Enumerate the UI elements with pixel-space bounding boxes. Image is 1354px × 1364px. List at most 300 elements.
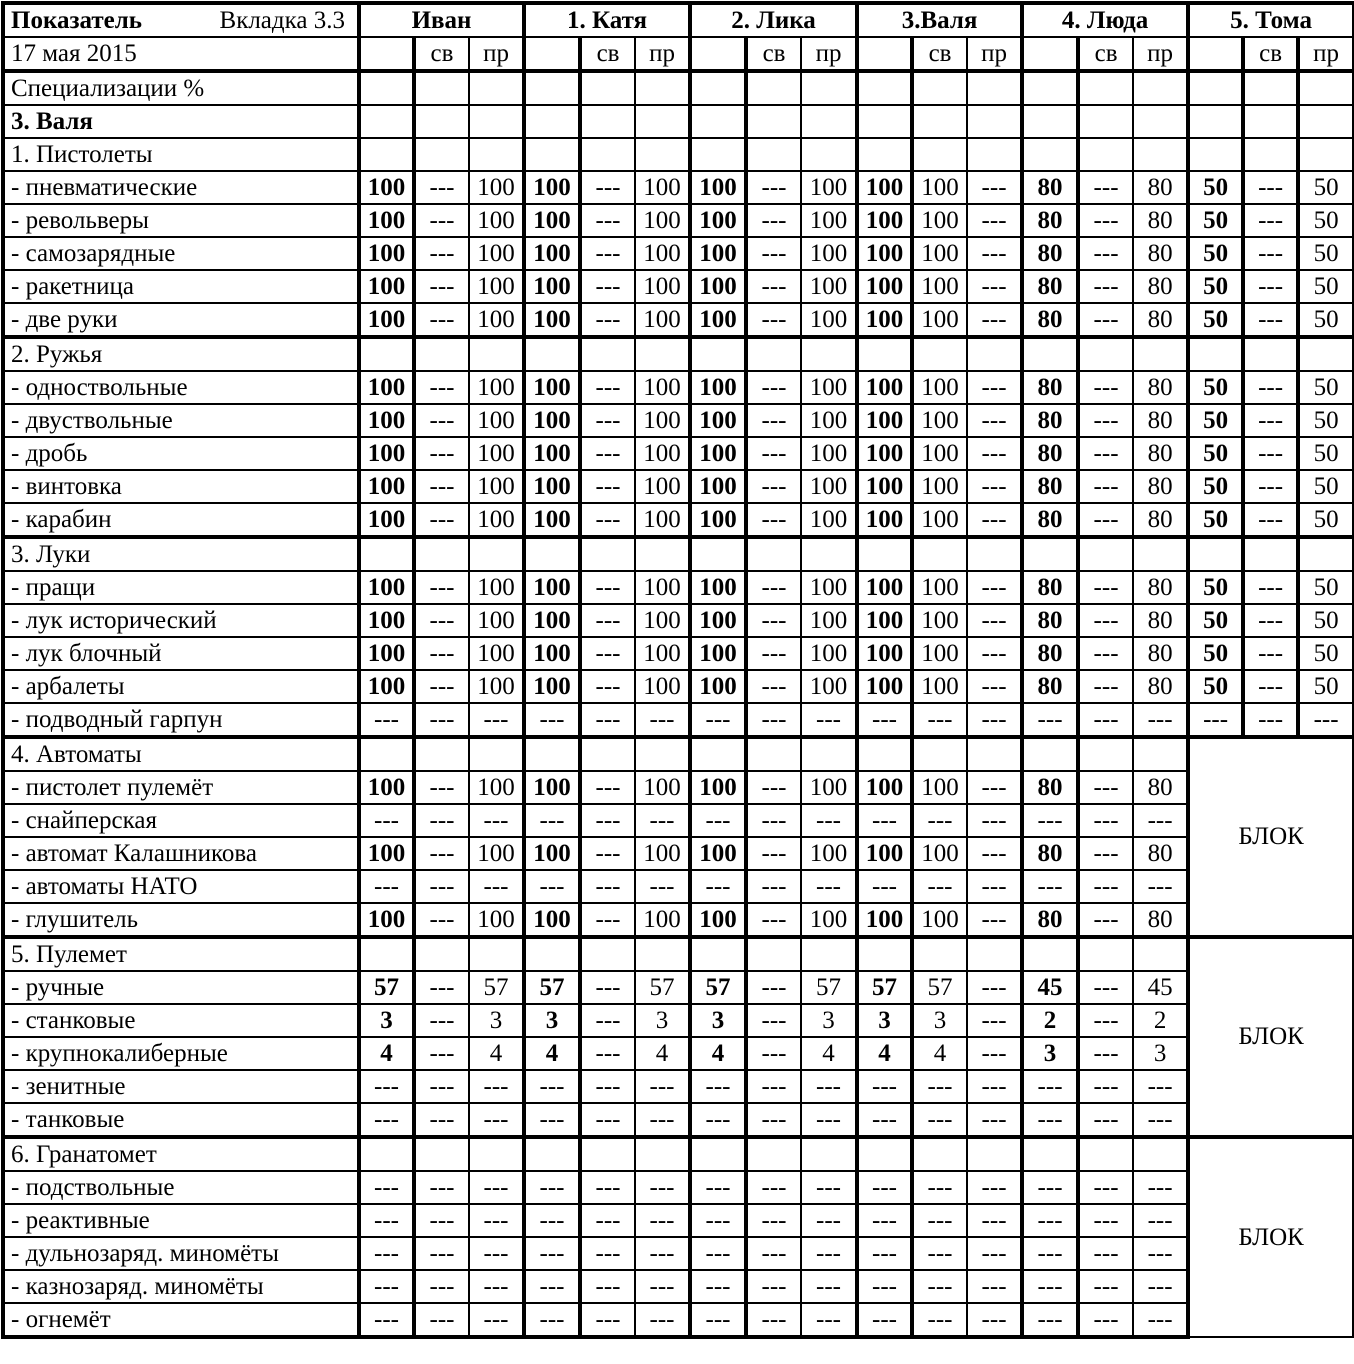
value-cell: --- <box>524 1103 580 1137</box>
value-cell: --- <box>967 1004 1022 1037</box>
value-cell: 100 <box>359 637 414 670</box>
value-cell: 100 <box>359 204 414 237</box>
table-row <box>3 971 1354 1004</box>
empty-cell <box>524 138 580 171</box>
sub-header-total <box>524 37 580 71</box>
value-cell: --- <box>746 837 801 870</box>
value-cell: 100 <box>469 470 524 503</box>
empty-cell <box>912 537 967 571</box>
sub-header-pr: пр <box>1298 37 1354 71</box>
empty-cell <box>801 138 857 171</box>
value-cell: 50 <box>1298 303 1354 337</box>
empty-cell <box>1022 337 1078 371</box>
value-cell: --- <box>635 1070 690 1103</box>
value-cell: --- <box>524 703 580 737</box>
value-cell: --- <box>967 503 1022 537</box>
value-cell: --- <box>746 270 801 303</box>
empty-cell <box>801 337 857 371</box>
section-title: 3. Луки <box>3 537 359 571</box>
value-cell: 100 <box>912 371 967 404</box>
value-cell: --- <box>1133 1237 1188 1270</box>
value-cell: 3 <box>1133 1037 1188 1070</box>
value-cell: 80 <box>1133 637 1188 670</box>
row-label: - пращи <box>3 571 359 604</box>
value-cell: --- <box>359 1171 414 1204</box>
row-label: - крупнокалиберные <box>3 1037 359 1070</box>
empty-cell <box>1133 138 1188 171</box>
value-cell: 50 <box>1298 237 1354 270</box>
empty-cell <box>912 737 967 771</box>
empty-cell <box>1133 1137 1188 1171</box>
value-cell: 80 <box>1022 303 1078 337</box>
value-cell: --- <box>1298 703 1354 737</box>
table-row <box>3 171 1354 204</box>
value-cell: 100 <box>524 503 580 537</box>
value-cell: 100 <box>801 571 857 604</box>
value-cell: 4 <box>524 1037 580 1070</box>
empty-cell <box>414 537 469 571</box>
value-cell: --- <box>414 703 469 737</box>
table-row <box>3 670 1354 703</box>
value-cell: --- <box>1078 1204 1133 1237</box>
specializations-table <box>1 1 1354 1339</box>
value-cell: --- <box>580 804 635 837</box>
empty-cell <box>1022 937 1078 971</box>
empty-cell <box>580 537 635 571</box>
value-cell: 100 <box>690 771 746 804</box>
value-cell: --- <box>414 204 469 237</box>
value-cell: 4 <box>912 1037 967 1070</box>
value-cell: 80 <box>1022 204 1078 237</box>
value-cell: 100 <box>690 604 746 637</box>
empty-cell <box>414 737 469 771</box>
row-label: - лук исторический <box>3 604 359 637</box>
value-cell: 80 <box>1022 571 1078 604</box>
value-cell: --- <box>1243 571 1298 604</box>
value-cell: --- <box>469 1303 524 1337</box>
value-cell: 3 <box>1022 1037 1078 1070</box>
value-cell: --- <box>1078 637 1133 670</box>
empty-cell <box>967 737 1022 771</box>
value-cell: 100 <box>857 637 912 670</box>
value-cell: --- <box>801 870 857 903</box>
value-cell: --- <box>746 470 801 503</box>
value-cell: 100 <box>359 371 414 404</box>
value-cell: --- <box>1078 470 1133 503</box>
value-cell: 100 <box>912 670 967 703</box>
value-cell: --- <box>1078 604 1133 637</box>
value-cell: --- <box>857 1204 912 1237</box>
value-cell: 100 <box>635 470 690 503</box>
value-cell: 45 <box>1133 971 1188 1004</box>
empty-cell <box>912 337 967 371</box>
row-label: - автоматы НАТО <box>3 870 359 903</box>
value-cell: 100 <box>690 237 746 270</box>
value-cell: --- <box>912 1270 967 1303</box>
value-cell: --- <box>414 1171 469 1204</box>
value-cell: --- <box>359 1303 414 1337</box>
value-cell: --- <box>801 1204 857 1237</box>
value-cell: --- <box>746 670 801 703</box>
empty-cell <box>967 1137 1022 1171</box>
value-cell: 100 <box>690 270 746 303</box>
date-label: 17 мая 2015 <box>3 37 359 71</box>
value-cell: --- <box>580 637 635 670</box>
value-cell: 80 <box>1133 237 1188 270</box>
value-cell: --- <box>746 1037 801 1070</box>
value-cell: 4 <box>635 1037 690 1070</box>
value-cell: --- <box>967 470 1022 503</box>
row-label: - ручные <box>3 971 359 1004</box>
value-cell: --- <box>967 903 1022 937</box>
value-cell: 100 <box>469 637 524 670</box>
value-cell: --- <box>1243 237 1298 270</box>
empty-cell <box>1133 337 1188 371</box>
value-cell: 100 <box>801 903 857 937</box>
empty-cell <box>967 537 1022 571</box>
table-row <box>3 437 1354 470</box>
value-cell: 80 <box>1133 837 1188 870</box>
value-cell: --- <box>469 1237 524 1270</box>
value-cell: 4 <box>690 1037 746 1070</box>
row-label: - автомат Калашникова <box>3 837 359 870</box>
value-cell: 50 <box>1188 571 1243 604</box>
value-cell: --- <box>469 804 524 837</box>
value-cell: --- <box>801 1237 857 1270</box>
value-cell: 100 <box>469 571 524 604</box>
empty-cell <box>359 337 414 371</box>
value-cell: 2 <box>1022 1004 1078 1037</box>
value-cell: 3 <box>524 1004 580 1037</box>
value-cell: 50 <box>1188 470 1243 503</box>
empty-cell <box>912 138 967 171</box>
value-cell: 100 <box>857 437 912 470</box>
value-cell: --- <box>1243 171 1298 204</box>
value-cell: 80 <box>1133 303 1188 337</box>
value-cell: 50 <box>1188 637 1243 670</box>
value-cell: 100 <box>469 404 524 437</box>
empty-cell <box>580 138 635 171</box>
value-cell: --- <box>580 604 635 637</box>
value-cell: --- <box>580 971 635 1004</box>
value-cell: 3 <box>857 1004 912 1037</box>
value-cell: --- <box>580 404 635 437</box>
value-cell: --- <box>1078 837 1133 870</box>
empty-cell <box>1243 138 1298 171</box>
value-cell: --- <box>1078 771 1133 804</box>
value-cell: 100 <box>912 404 967 437</box>
value-cell: 100 <box>912 903 967 937</box>
value-cell: 50 <box>1298 604 1354 637</box>
empty-cell <box>359 138 414 171</box>
person-header-lika: 2. Лика <box>690 3 857 37</box>
value-cell: --- <box>967 237 1022 270</box>
value-cell: --- <box>524 1070 580 1103</box>
value-cell: 50 <box>1298 371 1354 404</box>
tab-label: Вкладка 3.3 <box>219 6 345 34</box>
value-cell: --- <box>967 437 1022 470</box>
table-row <box>3 1303 1354 1337</box>
empty-cell <box>801 937 857 971</box>
value-cell: 57 <box>635 971 690 1004</box>
table-row <box>3 571 1354 604</box>
value-cell: --- <box>746 171 801 204</box>
specializations-title: Специализации % <box>3 71 359 105</box>
value-cell: --- <box>1078 237 1133 270</box>
row-label: - казнозаряд. миномёты <box>3 1270 359 1303</box>
value-cell: --- <box>967 771 1022 804</box>
value-cell: --- <box>967 703 1022 737</box>
empty-cell <box>359 937 414 971</box>
empty-cell <box>1133 537 1188 571</box>
value-cell: 57 <box>801 971 857 1004</box>
value-cell: 100 <box>635 404 690 437</box>
value-cell: 100 <box>524 571 580 604</box>
value-cell: 100 <box>912 837 967 870</box>
value-cell: --- <box>580 470 635 503</box>
value-cell: --- <box>746 1303 801 1337</box>
empty-cell <box>635 537 690 571</box>
value-cell: --- <box>359 1204 414 1237</box>
empty-cell <box>1133 937 1188 971</box>
value-cell: --- <box>414 371 469 404</box>
table-row <box>3 637 1354 670</box>
table-row <box>3 804 1354 837</box>
empty-cell <box>635 337 690 371</box>
value-cell: --- <box>967 637 1022 670</box>
value-cell: --- <box>414 237 469 270</box>
value-cell: 80 <box>1133 404 1188 437</box>
value-cell: 80 <box>1022 903 1078 937</box>
value-cell: --- <box>580 1237 635 1270</box>
value-cell: --- <box>635 1270 690 1303</box>
empty-cell <box>1188 138 1243 171</box>
value-cell: --- <box>580 371 635 404</box>
value-cell: --- <box>414 1237 469 1270</box>
value-cell: 100 <box>524 437 580 470</box>
table-row <box>3 771 1354 804</box>
value-cell: --- <box>580 571 635 604</box>
value-cell: 80 <box>1133 670 1188 703</box>
value-cell: --- <box>857 1237 912 1270</box>
value-cell: 4 <box>801 1037 857 1070</box>
value-cell: 100 <box>801 204 857 237</box>
value-cell: --- <box>857 703 912 737</box>
value-cell: 100 <box>359 171 414 204</box>
value-cell: --- <box>1078 971 1133 1004</box>
value-cell: 57 <box>690 971 746 1004</box>
value-cell: --- <box>524 1303 580 1337</box>
value-cell: 100 <box>359 837 414 870</box>
value-cell: 100 <box>801 837 857 870</box>
empty-cell <box>1243 337 1298 371</box>
value-cell: --- <box>1078 670 1133 703</box>
value-cell: --- <box>746 371 801 404</box>
value-cell: 100 <box>469 303 524 337</box>
empty-cell <box>635 1137 690 1171</box>
empty-cell <box>1078 737 1133 771</box>
value-cell: --- <box>912 1070 967 1103</box>
empty-cell <box>635 737 690 771</box>
value-cell: 100 <box>690 437 746 470</box>
sub-header-sv: св <box>912 37 967 71</box>
value-cell: 100 <box>469 771 524 804</box>
value-cell: 80 <box>1022 371 1078 404</box>
table-row <box>3 1237 1354 1270</box>
value-cell: --- <box>1078 870 1133 903</box>
row-label: - карабин <box>3 503 359 537</box>
value-cell: 50 <box>1188 303 1243 337</box>
empty-cell <box>1078 1137 1133 1171</box>
value-cell: --- <box>801 703 857 737</box>
value-cell: 100 <box>690 171 746 204</box>
person-header-ivan: Иван <box>359 3 524 37</box>
value-cell: --- <box>967 1303 1022 1337</box>
value-cell: 50 <box>1188 404 1243 437</box>
value-cell: --- <box>580 870 635 903</box>
value-cell: 100 <box>635 171 690 204</box>
value-cell: 100 <box>359 237 414 270</box>
value-cell: --- <box>746 1171 801 1204</box>
value-cell: 100 <box>857 670 912 703</box>
value-cell: 50 <box>1188 204 1243 237</box>
row-label: - арбалеты <box>3 670 359 703</box>
value-cell: --- <box>967 1103 1022 1137</box>
value-cell: --- <box>967 404 1022 437</box>
value-cell: --- <box>801 804 857 837</box>
value-cell: 100 <box>359 404 414 437</box>
value-cell: 100 <box>690 204 746 237</box>
value-cell: --- <box>469 1171 524 1204</box>
empty-cell <box>1078 337 1133 371</box>
value-cell: --- <box>580 903 635 937</box>
value-cell: --- <box>746 204 801 237</box>
table-row <box>3 470 1354 503</box>
value-cell: --- <box>1078 404 1133 437</box>
empty-cell <box>857 138 912 171</box>
value-cell: 100 <box>469 437 524 470</box>
value-cell: --- <box>580 1303 635 1337</box>
value-cell: 100 <box>635 771 690 804</box>
value-cell: --- <box>746 1237 801 1270</box>
value-cell: 50 <box>1188 670 1243 703</box>
value-cell: --- <box>414 870 469 903</box>
value-cell: --- <box>469 703 524 737</box>
row-label: - подствольные <box>3 1171 359 1204</box>
empty-cell <box>1133 737 1188 771</box>
value-cell: --- <box>967 1237 1022 1270</box>
blocked-cell: БЛОК <box>1188 737 1354 937</box>
blocked-cell: БЛОК <box>1188 937 1354 1137</box>
empty-cell <box>1243 537 1298 571</box>
value-cell: 50 <box>1298 204 1354 237</box>
table-row <box>3 1103 1354 1137</box>
table-row <box>3 1037 1354 1070</box>
value-cell: --- <box>1022 1070 1078 1103</box>
value-cell: --- <box>746 303 801 337</box>
value-cell: --- <box>967 971 1022 1004</box>
value-cell: 100 <box>524 771 580 804</box>
value-cell: --- <box>580 771 635 804</box>
empty-cell <box>1078 138 1133 171</box>
table-row <box>3 604 1354 637</box>
value-cell: --- <box>580 837 635 870</box>
value-cell: --- <box>746 237 801 270</box>
empty-cell <box>635 937 690 971</box>
value-cell: --- <box>690 1171 746 1204</box>
sub-header-total <box>359 37 414 71</box>
value-cell: --- <box>1243 437 1298 470</box>
value-cell: 50 <box>1298 270 1354 303</box>
indicator-header <box>3 3 359 37</box>
empty-cell <box>359 537 414 571</box>
value-cell: --- <box>912 1171 967 1204</box>
value-cell: 100 <box>857 237 912 270</box>
value-cell: 100 <box>690 303 746 337</box>
empty-cell <box>524 737 580 771</box>
empty-cell <box>801 737 857 771</box>
value-cell: 100 <box>801 771 857 804</box>
value-cell: --- <box>635 870 690 903</box>
value-cell: 100 <box>635 837 690 870</box>
value-cell: --- <box>1078 204 1133 237</box>
value-cell: --- <box>746 404 801 437</box>
value-cell: --- <box>746 804 801 837</box>
value-cell: --- <box>746 1204 801 1237</box>
value-cell: --- <box>967 270 1022 303</box>
value-cell: --- <box>1133 1303 1188 1337</box>
value-cell: --- <box>524 1171 580 1204</box>
value-cell: 100 <box>524 303 580 337</box>
value-cell: --- <box>359 703 414 737</box>
value-cell: --- <box>635 1237 690 1270</box>
value-cell: --- <box>580 237 635 270</box>
empty-cell <box>524 537 580 571</box>
empty-cell <box>1022 138 1078 171</box>
value-cell: 100 <box>469 604 524 637</box>
value-cell: 3 <box>635 1004 690 1037</box>
table-row <box>3 270 1354 303</box>
value-cell: 100 <box>912 571 967 604</box>
value-cell: --- <box>524 1237 580 1270</box>
value-cell: --- <box>580 1204 635 1237</box>
value-cell: 50 <box>1188 604 1243 637</box>
value-cell: --- <box>746 437 801 470</box>
sub-header-pr: пр <box>635 37 690 71</box>
value-cell: 100 <box>359 903 414 937</box>
value-cell: 100 <box>524 204 580 237</box>
empty-cell <box>469 537 524 571</box>
value-cell: --- <box>414 1004 469 1037</box>
value-cell: 50 <box>1188 237 1243 270</box>
value-cell: --- <box>857 1303 912 1337</box>
table-row <box>3 303 1354 337</box>
value-cell: 80 <box>1133 571 1188 604</box>
value-cell: 80 <box>1133 771 1188 804</box>
value-cell: 100 <box>469 903 524 937</box>
row-label: - лук блочный <box>3 637 359 670</box>
value-cell: --- <box>1133 703 1188 737</box>
value-cell: 3 <box>801 1004 857 1037</box>
value-cell: --- <box>359 1070 414 1103</box>
value-cell: --- <box>857 1103 912 1137</box>
value-cell: 100 <box>635 571 690 604</box>
section-header-row <box>3 1137 1354 1171</box>
empty-cell <box>857 337 912 371</box>
empty-cell <box>1022 537 1078 571</box>
header-row-names <box>3 3 1354 37</box>
empty-cell <box>690 138 746 171</box>
